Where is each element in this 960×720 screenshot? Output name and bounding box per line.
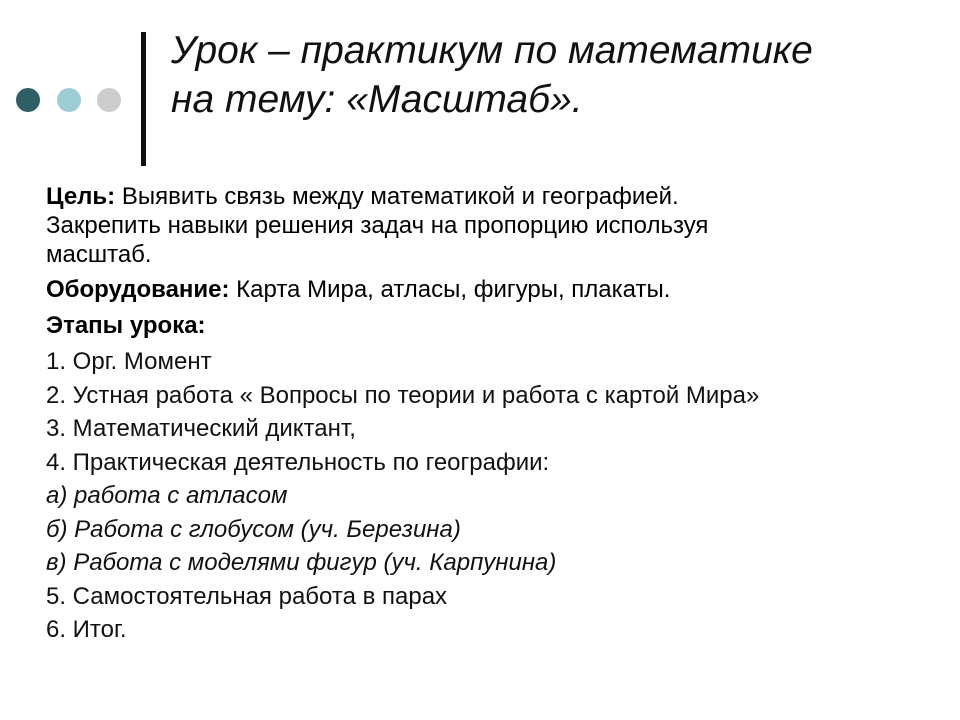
dot-gray: [97, 88, 121, 112]
goal-line-3: масштаб.: [46, 241, 152, 268]
stage-subitem: в) Работа с моделями фигур (уч. Карпунина): [46, 549, 557, 576]
goal-paragraph: [46, 182, 926, 269]
slide-body: [46, 182, 926, 647]
slide-title-line-1: Урок – практикум по математике: [171, 29, 813, 72]
decorative-dots: [16, 88, 126, 114]
stage-item: 6. Итог.: [46, 616, 127, 643]
goal-label: Цель:: [46, 183, 116, 210]
slide-title: [171, 26, 941, 124]
stages-list: [46, 345, 926, 647]
equipment-line: [46, 275, 926, 304]
stage-item: 2. Устная работа « Вопросы по теории и работа с картой Мира»: [46, 381, 760, 409]
stage-item: 1. Орг. Момент: [46, 348, 212, 375]
stages-heading: Этапы урока:: [46, 312, 206, 339]
stage-subitem: б) Работа с глобусом (уч. Березина): [46, 515, 461, 543]
equipment-text: Карта Мира, атласы, фигуры, плакаты.: [229, 276, 671, 303]
equipment-paragraph: [46, 275, 926, 304]
stage-item: 5. Самостоятельная работа в парах: [46, 582, 448, 610]
equipment-label: Оборудование:: [46, 276, 230, 303]
goal-line-1: [46, 182, 926, 211]
dot-dark-teal: [16, 88, 40, 112]
stage-item: 3. Математический диктант,: [46, 415, 356, 442]
goal-line-2: Закрепить навыки решения задач на пропорцию используя: [46, 212, 709, 239]
dot-light-teal: [57, 88, 81, 112]
title-divider-line: [141, 32, 146, 166]
goal-text-1: Выявить связь между математикой и географией.: [115, 183, 679, 210]
stage-item: 4. Практическая деятельность по географии:: [46, 448, 550, 476]
stage-subitem: а) работа с атласом: [46, 482, 288, 509]
slide-title-line-2: на тему: «Масштаб».: [171, 78, 583, 121]
